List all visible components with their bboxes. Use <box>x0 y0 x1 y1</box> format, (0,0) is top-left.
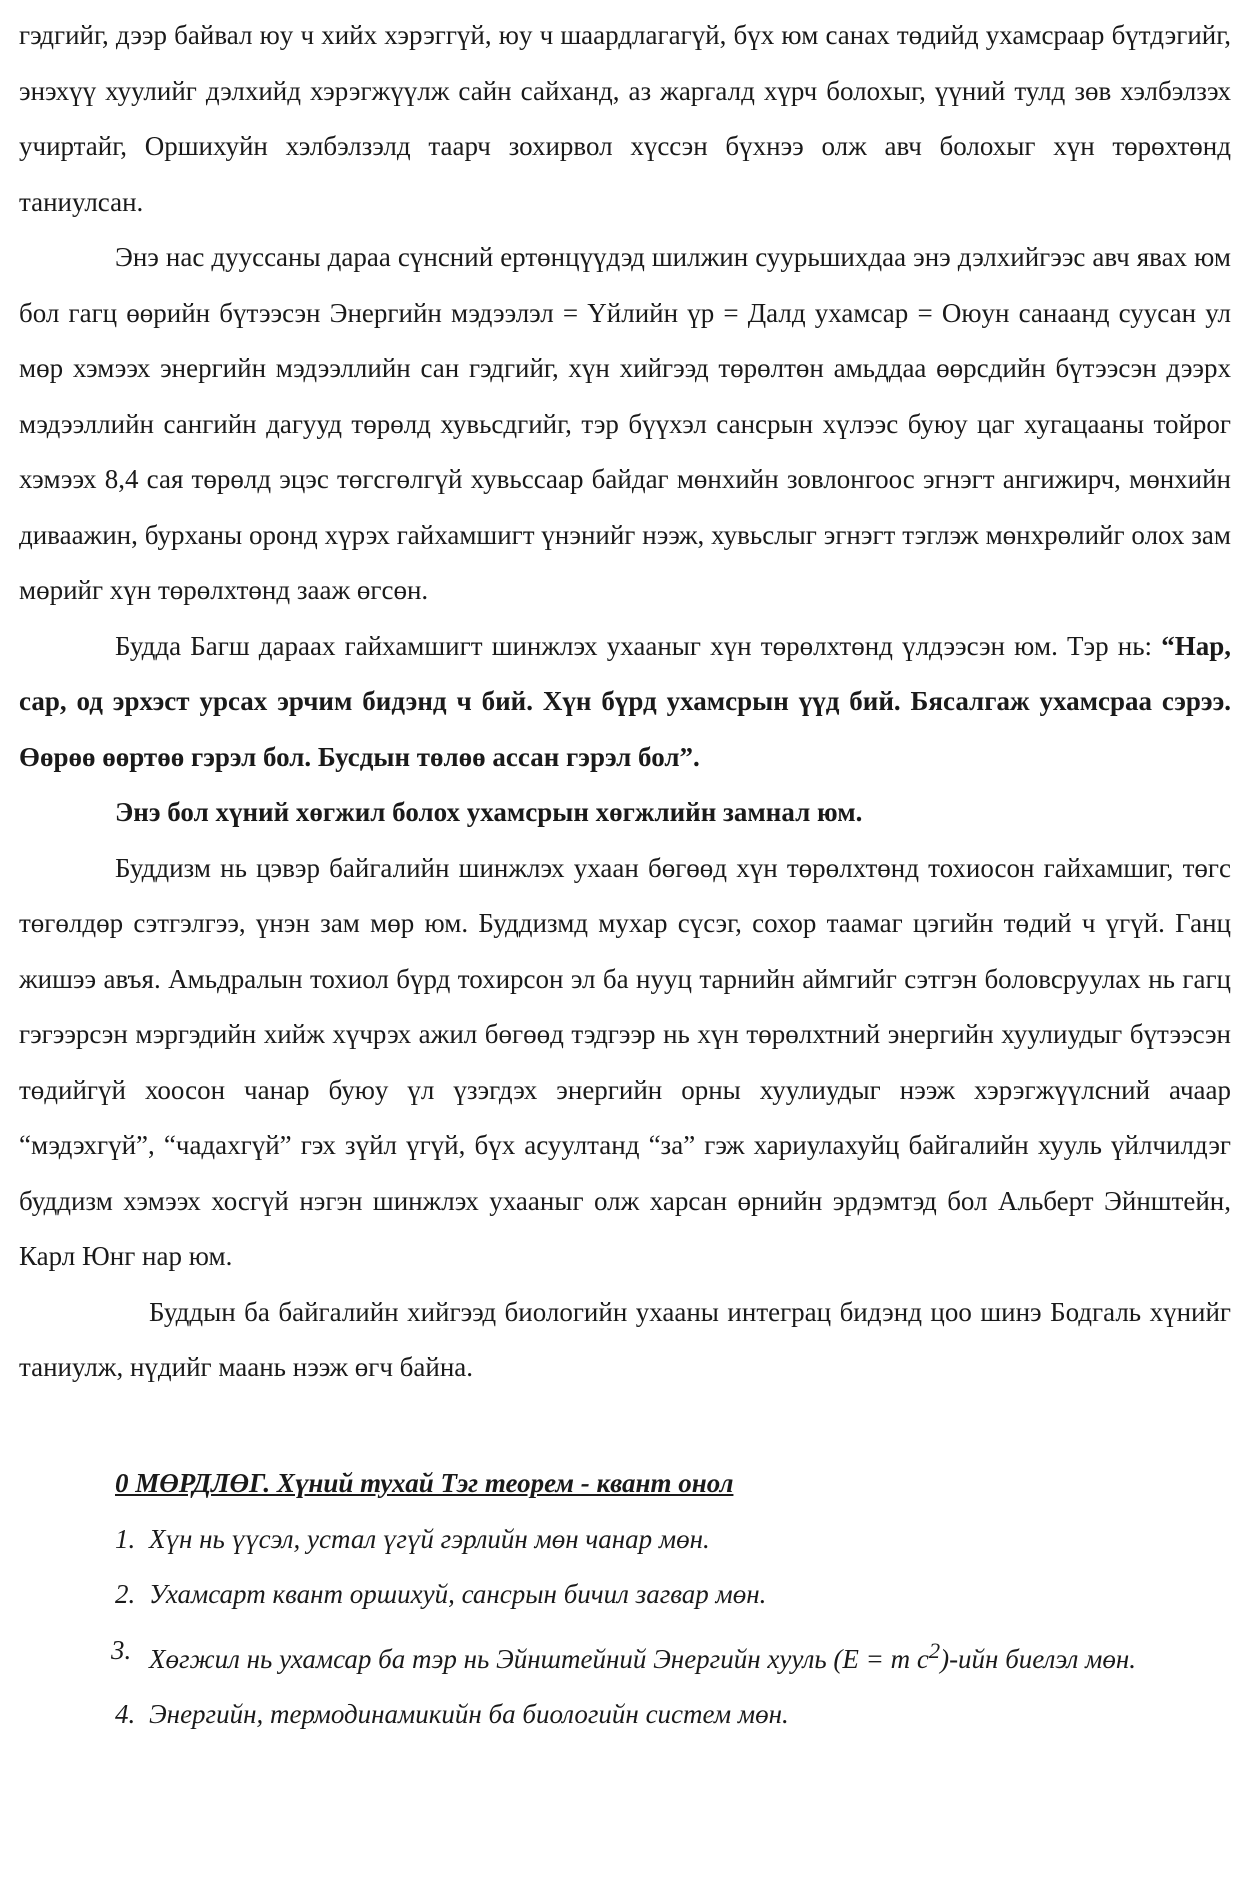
list-item <box>19 1512 1231 1568</box>
list-item-number: 1. <box>115 1523 136 1554</box>
paragraph-energy-information: Энэ нас дуусcаны дараа сүнсний ертөнцүүдэд шилжин суурьшихдаа энэ дэлхийгээс авч явах юм бол гагц өөрийн бүтээсэн Энергийн мэдээлэл = Үйлийн үр = Далд ухамсар = Оюун санаанд суусан ул мөр хэмээх энергийн мэдээллийн сан гэдгийг, хүн хийгээд төрөлтөн амьддаа өөрсдийн бүтээсэн дээрх мэдээллийн сангийн дагууд төрөлд хувьсдгийг, тэр бүүхэл сансрын хүлээс буюу цаг хугацааны тойрог хэмээх 8,4 сая төрөлд эцэс төгсгөлгүй хувьссаар байдаг мөнхийн зовлонгоос эгнэгт ангижирч, мөнхийн диваажин, бурханы оронд хүрэх гайхамшигт үнэнийг нээж, хувьслыг эгнэгт тэглэж мөнхрөлийг олох зам мөрийг хүн төрөлхтөнд зааж өгсөн. <box>19 242 1231 605</box>
document-page <box>19 8 1231 1743</box>
theorem-list <box>19 1512 1231 1743</box>
list-item-text <box>149 1637 1136 1674</box>
list-item-number: 4. <box>115 1699 136 1729</box>
list-item-text: Хүн нь үүсэл, устал үгүй гэрлийн мөн чанар мөн. <box>149 1523 710 1554</box>
buddha-teaching-intro: Будда Багш дараах гайхамшигт шинжлэх ухааныг хүн төрөлхтөнд үлдээсэн юм. Тэр нь: <box>115 630 1162 661</box>
list-item-text: Ухамсарт квант оршихуй, сансрын бичил загвар мөн. <box>149 1579 767 1609</box>
list-item-text: Энергийн, термодинамикийн ба биологийн систем мөн. <box>149 1699 789 1729</box>
paragraph-integration: Буддын ба байгалийн хийгээд биологийн ухааны интеграц бидэнд цоо шинэ Бодгаль хүнийг таниулж, нүдийг маань нээж өгч байна. <box>19 1296 1231 1382</box>
list-item <box>19 1623 1231 1688</box>
paragraph-consciousness-path: Энэ бол хүний хөгжил болох ухамсрын хөгжлийн замнал юм. <box>115 797 863 827</box>
list-item <box>19 1687 1231 1743</box>
section-heading: 0 МӨРДЛӨГ. Хүний тухай Тэг теорем - квант онол <box>115 1468 734 1498</box>
formula-text-before: Хөгжил нь ухамсар ба тэр нь Эйнштейний Энергийн хууль (E = m c <box>149 1643 929 1674</box>
buddha-quote: “Нар, сар, од эрхэст урсах эрчим бидэнд ч бий. Хүн бүрд ухамсрын үүд бий. Бясалгаж ухамсраа сэрээ. Өөрөө өөртөө гэрэл бол. Бусдын төлөө ассан гэрэл бол”. <box>19 630 1231 772</box>
list-item <box>19 1567 1231 1623</box>
blank-line <box>19 1396 1231 1452</box>
formula-exponent: 2 <box>928 1637 941 1663</box>
paragraph-buddhism-science: Буддизм нь цэвэр байгалийн шинжлэх ухаан бөгөөд хүн төрөлхтөнд тохиосон гайхамшиг, төгс төгөлдөр сэтгэлгээ, үнэн зам мөр юм. Буддизмд мухар сүсэг, сохор таамаг цэгийн төдий ч үгүй. Ганц жишээ авъя. Амьдралын тохиол бүрд тохирсон эл ба нууц тарнийн аймгийг сэтгэн боловсруулах нь гагц гэгээрсэн мэргэдийн хийж хүчрэх ажил бөгөөд тэдгээр нь хүн төрөлхтний энергийн хуулиудыг бүтээсэн төдийгүй хоосон чанар буюу үл үзэгдэх энергийн орны хуулиудыг нээж хэрэгжүүлсний ачаар “мэдэхгүй”, “чадахгүй” гэх зүйл үгүй, бүх асуултанд “за” гэж хариулахуйц байгалийн хууль үйлчилдэг буддизм хэмээх хосгүй нэгэн шинжлэх ухааныг олж харсан өрнийн эрдэмтэд бол Альберт Эйнштейн, Карл Юнг нар юм. <box>19 852 1231 1271</box>
paragraph-buddha-teaching <box>19 619 1231 786</box>
formula-text-after: )-ийн биелэл мөн. <box>940 1643 1136 1674</box>
list-item-number: 3. <box>111 1634 132 1665</box>
paragraph-continuation: гэдгийг, дээр байвал юу ч хийх хэрэггүй, юу ч шаардлагагүй, бүх юм санах төдийд ухамсраар бүтдэгийг, энэхүү хуулийг дэлхийд хэрэгжүүлж сайн сайханд, аз жаргалд хүрч болохыг, үүний тулд зөв хэлбэлзэх учиртайг, Оршихуйн хэлбэлзэлд таарч зохирвол хүссэн бүхнээ олж авч болохыг хүн төрөхтөнд таниулсан. <box>19 20 1231 217</box>
list-item-number: 2. <box>115 1579 136 1609</box>
